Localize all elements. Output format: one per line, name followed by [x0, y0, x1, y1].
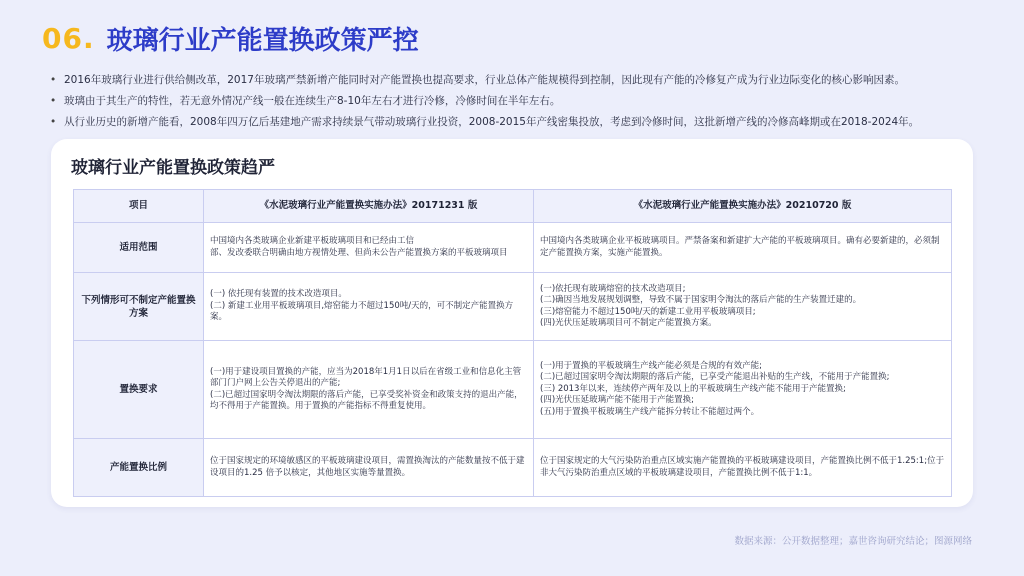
- policy-card: [51, 139, 973, 507]
- bullet-item: • 从行业历史的新增产能看，2008年四万亿后基建地产需求持续景气带动玻璃行业投资，2008-2015年产线密集投放，考虑到冷修时间，这批新增产线的冷修高峰期或在2018-2024年。: [48, 116, 1008, 129]
- column-header-2017: 《水泥玻璃行业产能置换实施办法》20171231 版: [204, 190, 534, 223]
- cell-2017: [204, 341, 534, 439]
- column-header-2021: 《水泥玻璃行业产能置换实施办法》20210720 版: [534, 190, 952, 223]
- cell-text: 中国境内各类玻璃企业新建平板玻璃项目和已经由工信 部、发改委联合明确由地方视情处理、但尚未公告产能置换方案的平板玻璃项目: [210, 236, 508, 258]
- row-label: 下列情形可不制定产能置换方案: [74, 273, 204, 341]
- cell-text: (一)依托现有玻璃熔窑的技术改造项目; (二)确因当地发展规划调整，导致不属于国家明令淘汰的落后产能的生产装置迁建的。 (三)熔窑能力不超过150吨/天的新建工业用平板玻璃项目; (四)光伏压延玻璃项目可不制定产能置换方案。: [540, 283, 862, 328]
- table-header-row: [74, 190, 952, 223]
- cell-text: 中国境内各类玻璃企业平板玻璃项目。严禁备案和新建扩大产能的平板玻璃项目。确有必要新建的，必须制定产能置换方案，实施产能置换。: [540, 236, 940, 258]
- cell-2021: [534, 439, 952, 497]
- cell-text: 位于国家规定的大气污染防治重点区域实施产能置换的平板玻璃建设项目，产能置换比例不低于1.25:1;位于非大气污染防治重点区域的平板玻璃建设项目，产能置换比例不低于1:1。: [540, 456, 945, 478]
- cell-text: (一) 依托现有装置的技术改造项目。 (二) 新建工业用平板玻璃项目,熔窑能力不超过150吨/天的，可不制定产能置换方案。: [210, 289, 514, 323]
- row-label: 置换要求: [74, 341, 204, 439]
- column-header-item: 项目: [74, 190, 204, 223]
- cell-text: 位于国家规定的环境敏感区的平板玻璃建设项目，需置换淘汰的产能数量按不低于建设项目的1.25 倍予以核定，其他地区实施等量置换。: [210, 456, 525, 478]
- cell-2017: [204, 273, 534, 341]
- policy-table: [73, 189, 952, 497]
- section-number: 06.: [42, 21, 95, 55]
- page-title: 玻璃行业产能置换政策严控: [106, 25, 419, 56]
- cell-2021: [534, 223, 952, 273]
- cell-2017: [204, 223, 534, 273]
- cell-text: (一)用于置换的平板玻璃生产线产能必须是合规的有效产能; (二)已超过国家明令淘汰期限的落后产能，已享受产能退出补贴的生产线，不能用于产能置换; (三) 2013年以来，连续停产两年及以上的平板玻璃生产线产能不能用于产能置换; (四)光伏压延玻璃产能不能用于产能置换; (五)用于置换平板玻璃生产线产能拆分转让不能超过两个。: [540, 360, 890, 417]
- cell-2017: [204, 439, 534, 497]
- row-label: 适用范围: [74, 223, 204, 273]
- card-title: 玻璃行业产能置换政策趋严: [71, 158, 275, 178]
- page-header: [42, 18, 419, 58]
- cell-2021: [534, 341, 952, 439]
- cell-text: (一)用于建设项目置换的产能，应当为2018年1月1日以后在省级工业和信息化主管部门门户网上公告关停退出的产能; (二)已超过国家明令淘汰期限的落后产能，已享受奖补资金和政策支持的退出产能，均不得用于产能置换。用于置换的产能指标不得重复使用。: [210, 366, 523, 411]
- source-footer: 数据来源：公开数据整理；嘉世咨询研究结论；图源网络: [734, 536, 972, 547]
- table-row: [74, 439, 952, 497]
- table-row: [74, 341, 952, 439]
- table-row: [74, 273, 952, 341]
- cell-2021: [534, 273, 952, 341]
- bullet-list: [48, 74, 1008, 137]
- bullet-item: • 2016年玻璃行业进行供给侧改革，2017年玻璃严禁新增产能同时对产能置换也提高要求，行业总体产能规模得到控制，因此现有产能的冷修复产成为行业边际变化的核心影响因素。: [48, 74, 1008, 87]
- row-label: 产能置换比例: [74, 439, 204, 497]
- table-row: [74, 223, 952, 273]
- bullet-item: • 玻璃由于其生产的特性，若无意外情况产线一般在连续生产8-10年左右才进行冷修，冷修时间在半年左右。: [48, 95, 1008, 108]
